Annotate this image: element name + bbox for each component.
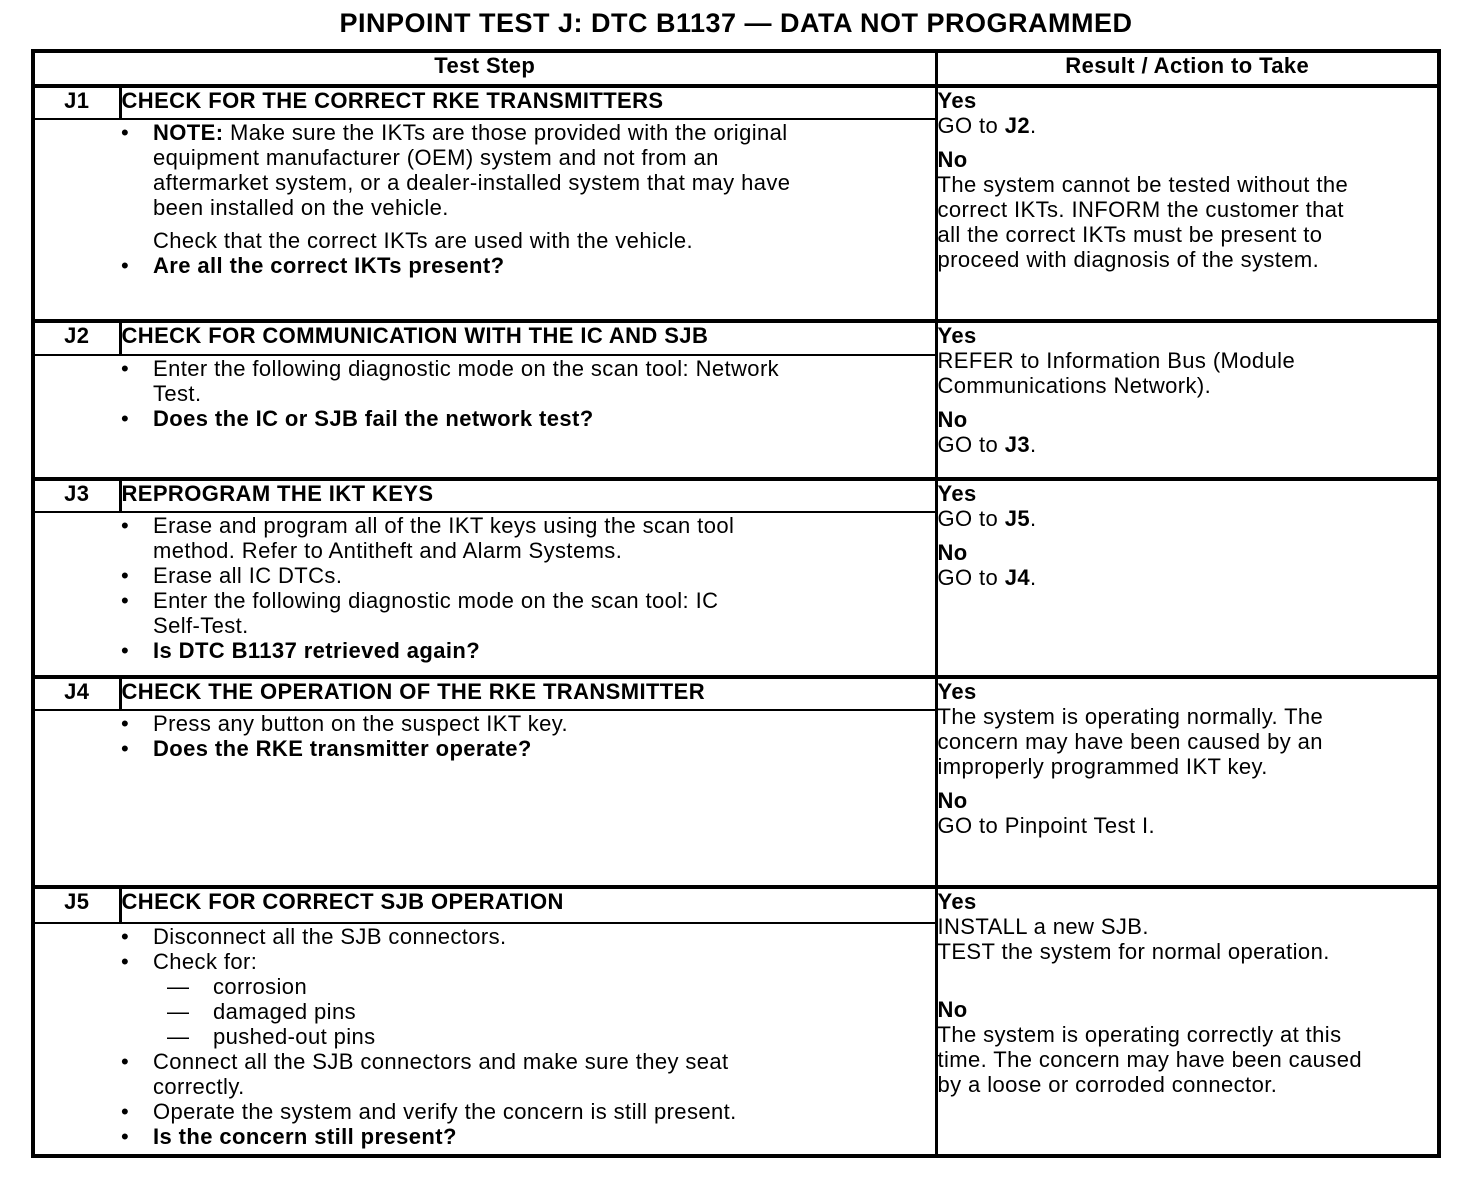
bullet-icon: • <box>121 924 130 949</box>
column-header-test-step: Test Step <box>33 51 936 86</box>
step-item <box>35 1024 935 1049</box>
result-block <box>938 889 1438 964</box>
result-action: The system is operating correctly at this time. The concern may have been caused by a loose or corroded connector. <box>937 1022 1362 1097</box>
step-item <box>35 1124 935 1149</box>
step-item <box>35 924 935 949</box>
dash-icon: — <box>167 974 190 999</box>
result-block <box>938 323 1438 398</box>
step-text: pushed-out pins <box>213 1024 376 1049</box>
result-answer: No <box>937 997 968 1022</box>
result-answer: Yes <box>937 889 977 914</box>
test-id: J3 <box>33 479 120 512</box>
step-item <box>35 638 935 663</box>
step-text: Enter the following diagnostic mode on the scan tool: IC Self-Test. <box>153 588 719 638</box>
step-text: Press any button on the suspect IKT key. <box>153 711 569 736</box>
test-title: CHECK FOR CORRECT SJB OPERATION <box>120 887 936 923</box>
test-id: J1 <box>33 86 120 119</box>
step-text: NOTE: Make sure the IKTs are those provided with the original equipment manufacturer (OEM) system and not from an aftermarket system, or a dealer-installed system that may have been installed on the vehicle. <box>153 120 791 220</box>
result-cell <box>936 479 1439 677</box>
bullet-icon: • <box>121 638 130 663</box>
bullet-icon: • <box>121 253 130 278</box>
step-text: Are all the correct IKTs present? <box>153 253 505 278</box>
step-item <box>35 253 935 278</box>
step-text: Check for: <box>153 949 258 974</box>
result-action: GO to J2. <box>937 113 1037 138</box>
step-item <box>35 563 935 588</box>
result-block <box>938 788 1438 838</box>
test-id: J5 <box>33 887 120 923</box>
result-block <box>938 679 1438 779</box>
bullet-icon: • <box>121 120 130 145</box>
result-action: GO to Pinpoint Test I. <box>937 813 1155 838</box>
step-text: Is DTC B1137 retrieved again? <box>153 638 481 663</box>
result-action: GO to J3. <box>937 432 1037 457</box>
step-item <box>35 588 935 638</box>
step-list <box>33 512 936 677</box>
result-answer: Yes <box>937 323 977 348</box>
test-title-row <box>33 887 1439 923</box>
step-item <box>35 999 935 1024</box>
step-text: corrosion <box>213 974 308 999</box>
step-text: Erase all IC DTCs. <box>153 563 343 588</box>
column-header-result-action: Result / Action to Take <box>936 51 1439 86</box>
step-text: Enter the following diagnostic mode on the scan tool: Network Test. <box>153 356 780 406</box>
step-item <box>35 1049 935 1099</box>
step-item <box>35 736 935 761</box>
test-id: J4 <box>33 677 120 710</box>
step-list <box>33 119 936 321</box>
step-list <box>33 923 936 1156</box>
step-text: Does the RKE transmitter operate? <box>153 736 532 761</box>
result-action: The system is operating normally. The concern may have been caused by an improperly programmed IKT key. <box>937 704 1324 779</box>
step-item <box>35 711 935 736</box>
result-answer: No <box>937 788 968 813</box>
bullet-icon: • <box>121 736 130 761</box>
step-text: Is the concern still present? <box>153 1124 457 1149</box>
bullet-icon: • <box>121 711 130 736</box>
result-answer: Yes <box>937 679 977 704</box>
step-item <box>35 406 935 431</box>
table-header-row <box>33 51 1439 86</box>
result-block <box>938 147 1438 272</box>
test-title-row <box>33 677 1439 710</box>
step-item <box>35 228 935 253</box>
test-title: CHECK FOR THE CORRECT RKE TRANSMITTERS <box>120 86 936 119</box>
bullet-icon: • <box>121 1124 130 1149</box>
result-action: GO to J5. <box>937 506 1037 531</box>
test-title: CHECK THE OPERATION OF THE RKE TRANSMITTER <box>120 677 936 710</box>
bullet-icon: • <box>121 406 130 431</box>
result-block <box>938 540 1438 590</box>
result-block <box>938 407 1438 457</box>
step-text: damaged pins <box>213 999 357 1024</box>
step-item <box>35 949 935 974</box>
result-action: REFER to Information Bus (Module Communications Network). <box>937 348 1296 398</box>
step-text: Does the IC or SJB fail the network test? <box>153 406 594 431</box>
bullet-icon: • <box>121 513 130 538</box>
result-cell <box>936 86 1439 321</box>
result-answer: No <box>937 407 968 432</box>
result-cell <box>936 677 1439 887</box>
bullet-icon: • <box>121 563 130 588</box>
step-item <box>35 356 935 406</box>
result-action: INSTALL a new SJB. TEST the system for normal operation. <box>937 914 1330 964</box>
page-title: PINPOINT TEST J: DTC B1137 — DATA NOT PROGRAMMED <box>339 8 1133 38</box>
dash-icon: — <box>167 999 190 1024</box>
bullet-icon: • <box>121 356 130 381</box>
result-block <box>938 481 1438 531</box>
result-block <box>938 88 1438 138</box>
bullet-icon: • <box>121 1099 130 1124</box>
pinpoint-test-table <box>31 49 1441 1158</box>
bullet-icon: • <box>121 949 130 974</box>
bullet-icon: • <box>121 588 130 613</box>
step-text: Check that the correct IKTs are used with the vehicle. <box>153 228 694 253</box>
step-text: Connect all the SJB connectors and make sure they seat correctly. <box>153 1049 729 1099</box>
step-text: Erase and program all of the IKT keys using the scan tool method. Refer to Antitheft and Alarm Systems. <box>153 513 735 563</box>
result-block <box>938 997 1438 1097</box>
result-action: GO to J4. <box>937 565 1037 590</box>
result-answer: Yes <box>937 481 977 506</box>
step-list <box>33 710 936 887</box>
result-answer: No <box>937 147 968 172</box>
step-item <box>35 1099 935 1124</box>
test-title-row <box>33 86 1439 119</box>
step-text: Disconnect all the SJB connectors. <box>153 924 507 949</box>
test-title-row <box>33 479 1439 512</box>
step-text: Operate the system and verify the concern is still present. <box>153 1099 737 1124</box>
test-title: CHECK FOR COMMUNICATION WITH THE IC AND SJB <box>120 321 936 355</box>
result-answer: No <box>937 540 968 565</box>
result-cell <box>936 321 1439 479</box>
test-table-body <box>33 86 1439 1156</box>
result-answer: Yes <box>937 88 977 113</box>
step-item <box>35 513 935 563</box>
test-id: J2 <box>33 321 120 355</box>
result-action: The system cannot be tested without the correct IKTs. INFORM the customer that all the correct IKTs must be present to proceed with diagnosis of the system. <box>937 172 1349 272</box>
step-item <box>35 974 935 999</box>
result-cell <box>936 887 1439 1156</box>
dash-icon: — <box>167 1024 190 1049</box>
step-item <box>35 120 935 220</box>
test-title: REPROGRAM THE IKT KEYS <box>120 479 936 512</box>
step-list <box>33 355 936 479</box>
bullet-icon: • <box>121 1049 130 1074</box>
test-title-row <box>33 321 1439 355</box>
